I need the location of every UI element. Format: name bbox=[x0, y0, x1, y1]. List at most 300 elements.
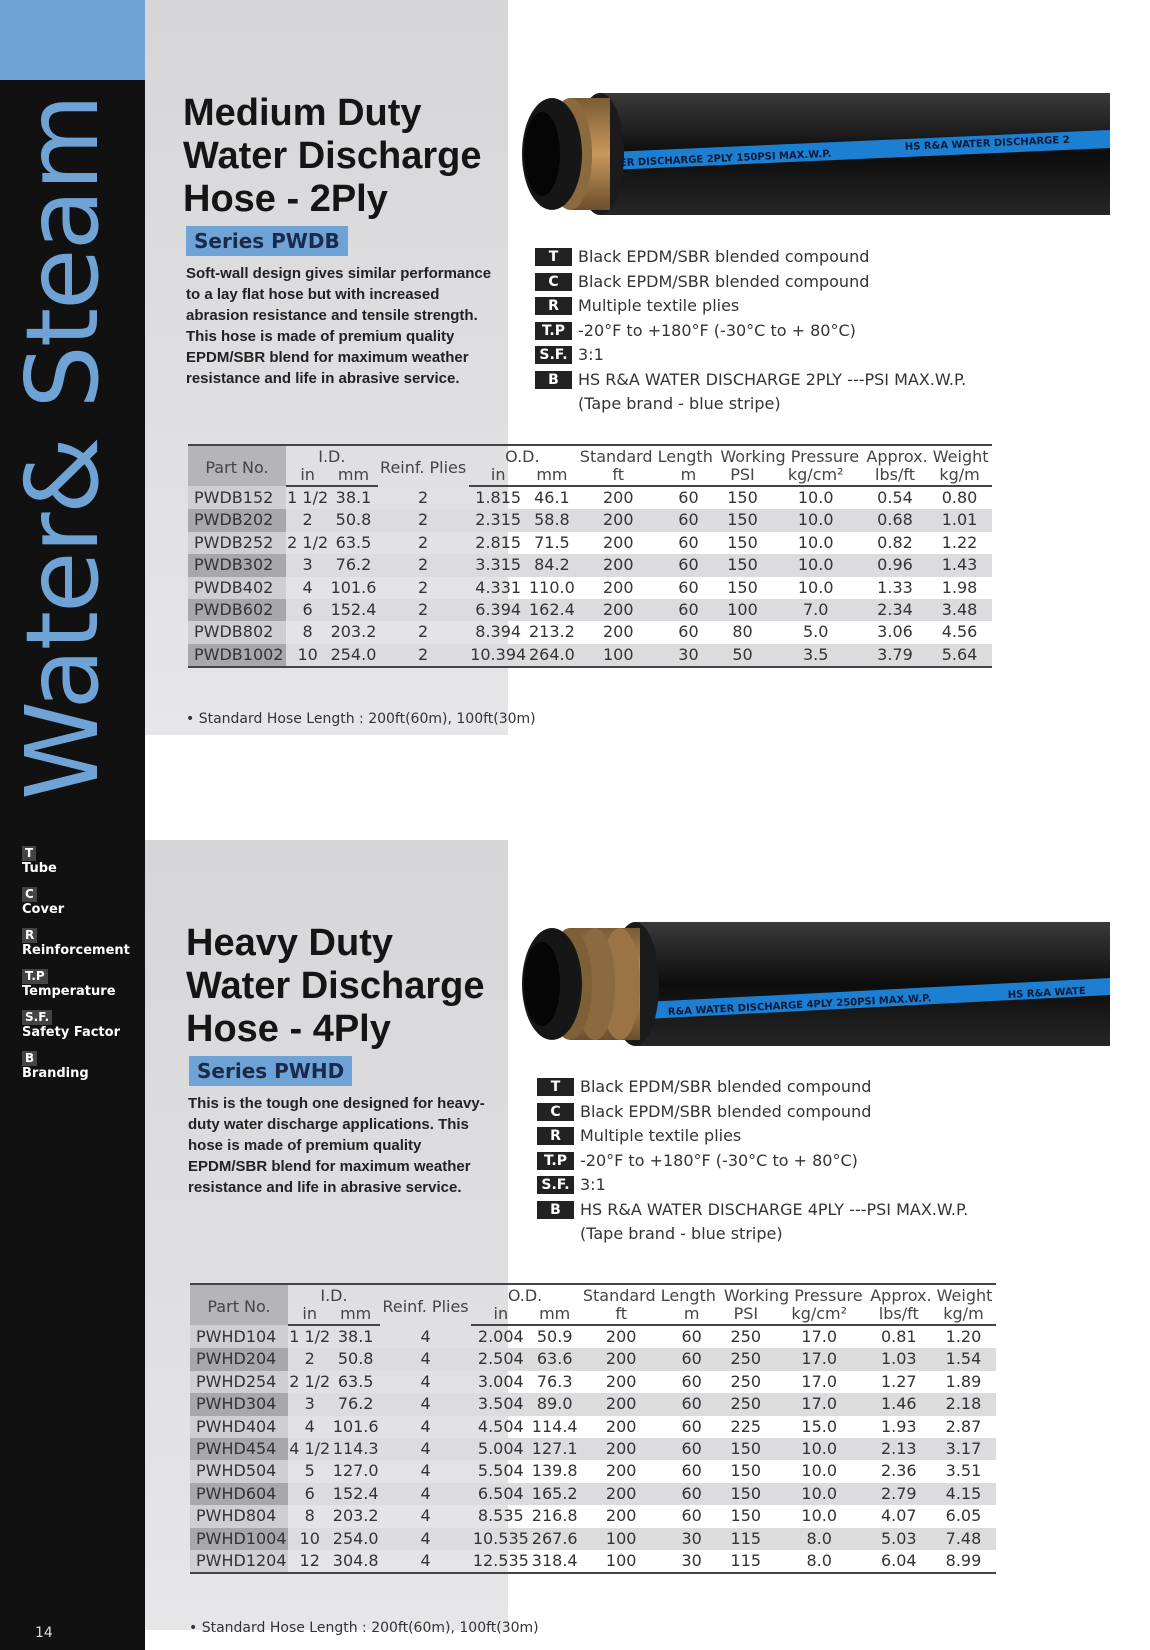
table-cell: 2 bbox=[286, 509, 329, 531]
table-cell: 200 bbox=[602, 577, 634, 597]
table-cell: 4 bbox=[380, 1550, 471, 1573]
table-cell: 10 bbox=[288, 1528, 331, 1550]
product-title-line: Medium Duty bbox=[183, 92, 422, 134]
part-number-cell: PWDB152 bbox=[188, 486, 286, 509]
table-cell: 4.504 bbox=[477, 1416, 524, 1436]
table-cell: 76.3 bbox=[536, 1371, 573, 1391]
table-cell: 2 1/2 bbox=[289, 1371, 331, 1391]
unit-header: m bbox=[660, 465, 716, 486]
spec-text: Black EPDM/SBR blended compound bbox=[580, 1077, 872, 1096]
legend-code: T bbox=[22, 846, 36, 861]
table-cell: 4 bbox=[302, 577, 313, 597]
hose-2ply-image bbox=[520, 90, 1110, 220]
table-row bbox=[188, 621, 992, 643]
legend-label: Tube bbox=[22, 861, 57, 876]
table-cell: 150 bbox=[727, 488, 758, 507]
spec-code: T.P bbox=[537, 1152, 574, 1170]
spec-subtext: (Tape brand - blue stripe) bbox=[580, 1224, 783, 1243]
table-cell: 200 bbox=[605, 1327, 637, 1346]
header-weight: Approx. Weight bbox=[867, 1284, 996, 1304]
table-cell: 1.815 bbox=[475, 488, 522, 507]
table-cell: 165.2 bbox=[530, 1483, 579, 1505]
spec-text: -20°F to +180°F (-30°C to + 80°C) bbox=[580, 1150, 858, 1170]
spec-row bbox=[537, 1173, 968, 1198]
table-cell: 60 bbox=[678, 488, 699, 507]
spec-row bbox=[537, 1198, 968, 1223]
table-cell: 150 bbox=[717, 509, 769, 531]
table-cell: 63.6 bbox=[530, 1348, 579, 1370]
unit-header: mm bbox=[329, 465, 377, 486]
table-cell: 4 bbox=[380, 1393, 471, 1415]
spec-text: HS R&A WATER DISCHARGE 2PLY ---PSI MAX.W.P. bbox=[578, 369, 967, 389]
table-cell: 0.81 bbox=[880, 1327, 917, 1346]
table-cell: 1.27 bbox=[880, 1371, 917, 1391]
table-cell: 10.535 bbox=[471, 1528, 530, 1550]
table-cell: 225 bbox=[730, 1416, 762, 1436]
table-row bbox=[190, 1348, 996, 1370]
table-cell: 10.394 bbox=[469, 644, 528, 667]
table-row bbox=[190, 1528, 996, 1550]
table-cell: 101.6 bbox=[332, 1416, 379, 1436]
table-row bbox=[190, 1438, 996, 1460]
legend-code: R bbox=[22, 928, 37, 943]
header-id: I.D. bbox=[288, 1284, 380, 1304]
table-cell: 10.0 bbox=[797, 532, 834, 552]
product-title-line: Hose - 4Ply bbox=[186, 1008, 391, 1050]
spec-text: Black EPDM/SBR blended compound bbox=[578, 271, 870, 291]
part-number-cell: PWHD104 bbox=[190, 1325, 288, 1348]
product-title-line: Water Discharge bbox=[186, 965, 485, 1007]
table-cell: 200 bbox=[605, 1371, 637, 1391]
unit-header: lbs/ft bbox=[867, 1304, 931, 1325]
legend-label: Cover bbox=[22, 902, 65, 917]
table-cell: 2.34 bbox=[863, 599, 927, 621]
table-row bbox=[190, 1483, 996, 1505]
table-cell: 8.99 bbox=[931, 1550, 996, 1573]
spec-code: B bbox=[535, 371, 572, 389]
table-cell: 4 bbox=[420, 1506, 431, 1526]
table-cell: 203.2 bbox=[332, 1506, 379, 1526]
table-cell: 4 bbox=[380, 1438, 471, 1460]
table-cell: 4.15 bbox=[931, 1483, 996, 1505]
table-group-header bbox=[190, 1284, 996, 1304]
legend-item bbox=[22, 883, 142, 918]
product-title-line: Water Discharge bbox=[183, 135, 482, 177]
spec-code: B bbox=[537, 1201, 574, 1219]
part-number-cell: PWDB252 bbox=[188, 532, 286, 554]
part-number-cell: PWDB602 bbox=[188, 599, 286, 621]
table-cell: 1.46 bbox=[867, 1393, 931, 1415]
table-cell: 2.36 bbox=[880, 1461, 917, 1481]
hose-brand-text: HS R&A WATER DISCHARGE 2 bbox=[904, 134, 1070, 153]
table-cell: 150 bbox=[730, 1461, 762, 1481]
table-cell: 1.03 bbox=[867, 1348, 931, 1370]
table-cell: 200 bbox=[579, 1393, 664, 1415]
table-cell: 8.394 bbox=[475, 622, 522, 642]
table-cell: 7.0 bbox=[768, 599, 863, 621]
spec-code: R bbox=[537, 1127, 574, 1145]
table-cell: 6 bbox=[288, 1483, 331, 1505]
sidebar-category-title: Water& Steam bbox=[4, 95, 121, 800]
table-cell: 0.80 bbox=[941, 488, 978, 507]
legend-item bbox=[22, 1047, 142, 1082]
table-cell: 3 bbox=[286, 554, 329, 576]
spec-code: C bbox=[537, 1103, 574, 1121]
legend-item bbox=[22, 1006, 142, 1041]
table-cell: 84.2 bbox=[528, 554, 576, 576]
table-cell: 139.8 bbox=[531, 1461, 578, 1481]
table-cell: 152.4 bbox=[329, 599, 377, 621]
table-cell: 5.0 bbox=[802, 622, 829, 642]
part-number-cell: PWDB402 bbox=[188, 577, 286, 599]
spec-row bbox=[535, 294, 966, 319]
table-cell: 264.0 bbox=[528, 644, 576, 667]
table-cell: 6.504 bbox=[471, 1483, 530, 1505]
table-cell: 60 bbox=[663, 1348, 719, 1370]
table-cell: 2.87 bbox=[945, 1416, 982, 1436]
spec-row bbox=[535, 270, 966, 295]
table-cell: 267.6 bbox=[530, 1528, 579, 1550]
page-number: 14 bbox=[35, 1625, 53, 1641]
table-cell: 200 bbox=[579, 1483, 664, 1505]
table-unit-header bbox=[188, 465, 992, 486]
table-cell: 38.1 bbox=[335, 488, 372, 507]
table-cell: 38.1 bbox=[337, 1327, 374, 1346]
table-cell: 30 bbox=[660, 644, 716, 667]
table-cell: 10.0 bbox=[801, 1506, 838, 1526]
table-cell: 150 bbox=[727, 532, 758, 552]
table-cell: 10.0 bbox=[801, 1461, 838, 1481]
table-cell: 4.56 bbox=[941, 622, 978, 642]
table-cell: 8 bbox=[304, 1506, 315, 1526]
unit-header: mm bbox=[530, 1304, 579, 1325]
table-cell: 30 bbox=[663, 1550, 719, 1573]
table-cell: 2 bbox=[378, 644, 469, 667]
table-cell: 76.2 bbox=[329, 554, 377, 576]
product-title-line: Hose - 2Ply bbox=[183, 178, 388, 220]
table-cell: 60 bbox=[663, 1483, 719, 1505]
unit-header: lbs/ft bbox=[863, 465, 927, 486]
table-cell: 250 bbox=[730, 1371, 762, 1391]
part-number-cell: PWDB202 bbox=[188, 509, 286, 531]
table-cell: 3 bbox=[288, 1393, 331, 1415]
table-cell: 150 bbox=[720, 1438, 772, 1460]
table-cell: 127.0 bbox=[332, 1461, 379, 1481]
table-cell: 12 bbox=[288, 1550, 331, 1573]
hose-brand-text: ER DISCHARGE 2PLY 150PSI MAX.W.P. bbox=[619, 148, 832, 169]
table-cell: 1.98 bbox=[941, 577, 978, 597]
table-cell: 60 bbox=[660, 554, 716, 576]
table-cell: 200 bbox=[602, 622, 634, 642]
table-row bbox=[190, 1325, 996, 1348]
unit-header: in bbox=[471, 1304, 530, 1325]
table-cell: 2.504 bbox=[471, 1348, 530, 1370]
part-number-cell: PWDB1002 bbox=[188, 644, 286, 667]
unit-header: mm bbox=[331, 1304, 380, 1325]
table-cell: 50.8 bbox=[329, 509, 377, 531]
part-number-cell: PWHD1204 bbox=[190, 1550, 288, 1573]
legend-code: S.F. bbox=[22, 1010, 52, 1025]
part-number-cell: PWHD604 bbox=[190, 1483, 288, 1505]
part-number-cell: PWHD404 bbox=[190, 1416, 288, 1438]
table-cell: 5.64 bbox=[927, 644, 992, 667]
table-cell: 60 bbox=[681, 1327, 702, 1346]
table-body bbox=[188, 486, 992, 667]
table-cell: 150 bbox=[727, 577, 758, 597]
table-cell: 6.04 bbox=[867, 1550, 931, 1573]
table-cell: 10.0 bbox=[768, 554, 863, 576]
table-cell: 5.504 bbox=[477, 1461, 524, 1481]
table-group-header bbox=[188, 445, 992, 465]
table-cell: 58.8 bbox=[528, 509, 576, 531]
table-row bbox=[190, 1416, 996, 1438]
legend-label: Reinforcement bbox=[22, 943, 130, 958]
product-title bbox=[186, 922, 484, 1051]
legend-code: T.P bbox=[22, 969, 48, 984]
table-body bbox=[190, 1325, 996, 1573]
table-cell: 162.4 bbox=[528, 599, 576, 621]
table-cell: 4 bbox=[304, 1416, 315, 1436]
unit-header: kg/m bbox=[927, 465, 992, 486]
table-cell: 60 bbox=[681, 1506, 702, 1526]
table-unit-header bbox=[190, 1304, 996, 1325]
table-cell: 5 bbox=[304, 1461, 315, 1481]
table-cell: 5.004 bbox=[471, 1438, 530, 1460]
table-cell: 60 bbox=[681, 1416, 702, 1436]
table-cell: 254.0 bbox=[331, 1528, 380, 1550]
unit-header: in bbox=[469, 465, 528, 486]
unit-header: PSI bbox=[717, 465, 769, 486]
table-row bbox=[190, 1393, 996, 1415]
table-cell: 8 bbox=[302, 622, 313, 642]
table-cell: 2.79 bbox=[867, 1483, 931, 1505]
spec-row bbox=[537, 1075, 968, 1100]
spec-row bbox=[535, 368, 966, 393]
unit-header: in bbox=[288, 1304, 331, 1325]
table-cell: 8.535 bbox=[477, 1506, 524, 1526]
table-cell: 2 bbox=[378, 599, 469, 621]
table-cell: 71.5 bbox=[534, 532, 570, 552]
table-cell: 1.54 bbox=[931, 1348, 996, 1370]
table-cell: 8.0 bbox=[772, 1528, 867, 1550]
table-cell: 10 bbox=[286, 644, 329, 667]
table-cell: 4.331 bbox=[475, 577, 522, 597]
table-cell: 15.0 bbox=[801, 1416, 838, 1436]
table-cell: 127.1 bbox=[530, 1438, 579, 1460]
series-badge: Series PWHD bbox=[189, 1056, 352, 1086]
table-cell: 250 bbox=[720, 1393, 772, 1415]
table-cell: 50.9 bbox=[536, 1327, 573, 1346]
table-cell: 0.82 bbox=[877, 532, 913, 552]
table-cell: 2.004 bbox=[477, 1327, 524, 1346]
table-cell: 150 bbox=[720, 1483, 772, 1505]
table-row bbox=[188, 554, 992, 576]
table-cell: 200 bbox=[605, 1416, 637, 1436]
table-cell: 150 bbox=[730, 1506, 762, 1526]
table-cell: 152.4 bbox=[331, 1483, 380, 1505]
spec-list bbox=[537, 1075, 968, 1247]
table-cell: 250 bbox=[720, 1348, 772, 1370]
spec-text: 3:1 bbox=[580, 1175, 606, 1194]
table-cell: 17.0 bbox=[772, 1348, 867, 1370]
part-number-cell: PWHD254 bbox=[190, 1371, 288, 1393]
header-od: O.D. bbox=[471, 1284, 579, 1304]
table-cell: 63.5 bbox=[335, 532, 372, 552]
table-cell: 60 bbox=[678, 577, 699, 597]
table-cell: 60 bbox=[660, 509, 716, 531]
table-row bbox=[190, 1460, 996, 1482]
table-cell: 1.93 bbox=[880, 1416, 917, 1436]
table-cell: 60 bbox=[678, 622, 699, 642]
header-plies: Reinf. Plies bbox=[380, 1284, 471, 1325]
table-cell: 2 bbox=[418, 577, 429, 597]
unit-header: kg/cm² bbox=[772, 1304, 867, 1325]
series-badge: Series PWDB bbox=[186, 226, 348, 256]
table-cell: 4 bbox=[380, 1348, 471, 1370]
table-cell: 80 bbox=[732, 622, 753, 642]
legend-label: Safety Factor bbox=[22, 1025, 120, 1040]
table-cell: 200 bbox=[602, 532, 634, 552]
spec-row bbox=[535, 319, 966, 344]
table-row bbox=[188, 486, 992, 509]
spec-row bbox=[537, 1149, 968, 1174]
standard-length-note: • Standard Hose Length : 200ft(60m), 100ft(30m) bbox=[189, 1620, 539, 1636]
table-cell: 0.68 bbox=[863, 509, 927, 531]
table-cell: 304.8 bbox=[331, 1550, 380, 1573]
legend-code: B bbox=[22, 1051, 37, 1066]
hose-brand-text: R&A WATER DISCHARGE 4PLY 250PSI MAX.W.P. bbox=[667, 993, 932, 1018]
table-cell: 150 bbox=[717, 554, 769, 576]
part-number-cell: PWHD504 bbox=[190, 1460, 288, 1482]
table-row bbox=[188, 509, 992, 531]
table-cell: 200 bbox=[602, 488, 634, 507]
table-cell: 60 bbox=[678, 532, 699, 552]
table-cell: 200 bbox=[605, 1506, 637, 1526]
part-number-cell: PWHD1004 bbox=[190, 1528, 288, 1550]
table-cell: 101.6 bbox=[330, 577, 377, 597]
spec-subtext: (Tape brand - blue stripe) bbox=[578, 394, 781, 413]
table-cell: 63.5 bbox=[337, 1371, 374, 1391]
table-cell: 60 bbox=[681, 1371, 702, 1391]
product-title bbox=[183, 92, 481, 221]
table-cell: 17.0 bbox=[801, 1327, 838, 1346]
table-cell: 4 bbox=[380, 1528, 471, 1550]
table-cell: 2.315 bbox=[469, 509, 528, 531]
table-cell: 1.89 bbox=[945, 1371, 982, 1391]
table-cell: 12.535 bbox=[471, 1550, 530, 1573]
table-cell: 1.43 bbox=[927, 554, 992, 576]
table-cell: 3.51 bbox=[945, 1461, 982, 1481]
table-cell: 254.0 bbox=[329, 644, 377, 667]
table-cell: 6 bbox=[286, 599, 329, 621]
unit-header: in bbox=[286, 465, 329, 486]
table-cell: 318.4 bbox=[530, 1550, 579, 1573]
spec-code: S.F. bbox=[535, 346, 572, 364]
spec-code: T bbox=[535, 248, 572, 266]
header-pressure: Working Pressure bbox=[717, 445, 863, 465]
table-cell: 4 bbox=[380, 1483, 471, 1505]
table-cell: 60 bbox=[660, 599, 716, 621]
table-cell: 60 bbox=[663, 1438, 719, 1460]
header-part-no: Part No. bbox=[188, 445, 286, 486]
table-cell: 200 bbox=[579, 1348, 664, 1370]
table-cell: 4 bbox=[420, 1416, 431, 1436]
table-cell: 3.504 bbox=[471, 1393, 530, 1415]
table-row bbox=[190, 1371, 996, 1393]
table-cell: 2 bbox=[378, 554, 469, 576]
product-description: Soft-wall design gives similar performance to a lay flat hose but with increased abrasion resistance and tensile strength. This hose is made of premium quality EPDM/SBR blend for maximum weather resistance and life in abrasive service. bbox=[186, 265, 492, 387]
table-cell: 213.2 bbox=[529, 622, 575, 642]
part-number-cell: PWDB802 bbox=[188, 621, 286, 643]
legend-item bbox=[22, 965, 142, 1000]
table-cell: 60 bbox=[681, 1461, 702, 1481]
table-cell: 200 bbox=[605, 1461, 637, 1481]
unit-header: mm bbox=[528, 465, 576, 486]
table-cell: 0.96 bbox=[863, 554, 927, 576]
table-cell: 50 bbox=[717, 644, 769, 667]
table-cell: 216.8 bbox=[531, 1506, 578, 1526]
legend-item bbox=[22, 842, 142, 877]
table-cell: 0.54 bbox=[877, 488, 913, 507]
table-cell: 2 bbox=[288, 1348, 331, 1370]
table-cell: 76.2 bbox=[331, 1393, 380, 1415]
unit-header: kg/cm² bbox=[768, 465, 863, 486]
hose-brand-text: HS R&A WATE bbox=[1007, 985, 1086, 1001]
table-cell: 1.20 bbox=[945, 1327, 982, 1346]
table-cell: 46.1 bbox=[534, 488, 570, 507]
table-cell: 200 bbox=[579, 1438, 664, 1460]
legend-item bbox=[22, 924, 142, 959]
header-weight: Approx. Weight bbox=[863, 445, 992, 465]
table-cell: 2 bbox=[418, 622, 429, 642]
table-cell: 200 bbox=[576, 554, 660, 576]
table-row bbox=[190, 1505, 996, 1527]
table-cell: 5.03 bbox=[867, 1528, 931, 1550]
header-length: Standard Length bbox=[576, 445, 716, 465]
table-cell: 10.0 bbox=[772, 1483, 867, 1505]
part-number-cell: PWDB302 bbox=[188, 554, 286, 576]
spec-list bbox=[535, 245, 966, 417]
spec-code: T.P bbox=[535, 322, 572, 340]
table-cell: 2.18 bbox=[931, 1393, 996, 1415]
table-cell: 3.06 bbox=[877, 622, 913, 642]
table-cell: 7.48 bbox=[931, 1528, 996, 1550]
table-cell: 3.79 bbox=[863, 644, 927, 667]
table-cell: 1.33 bbox=[877, 577, 913, 597]
table-cell: 1 1/2 bbox=[287, 488, 329, 507]
legend-code: C bbox=[22, 887, 37, 902]
table-cell: 2 1/2 bbox=[287, 532, 329, 552]
table-cell: 89.0 bbox=[530, 1393, 579, 1415]
table-cell: 200 bbox=[576, 599, 660, 621]
table-cell: 17.0 bbox=[772, 1393, 867, 1415]
table-cell: 3.5 bbox=[768, 644, 863, 667]
part-number-cell: PWHD304 bbox=[190, 1393, 288, 1415]
table-cell: 8.0 bbox=[772, 1550, 867, 1573]
product-description: This is the tough one designed for heavy-duty water discharge applications. This hose is made of premium quality EPDM/SBR blend for maximum weather resistance and life in abrasive service. bbox=[188, 1095, 485, 1196]
standard-length-note: • Standard Hose Length : 200ft(60m), 100ft(30m) bbox=[186, 711, 536, 727]
table-cell: 10.0 bbox=[797, 577, 834, 597]
table-cell: 100 bbox=[576, 644, 660, 667]
spec-text: 3:1 bbox=[578, 345, 604, 364]
table-row bbox=[188, 599, 992, 621]
spec-row bbox=[537, 1100, 968, 1125]
table-cell: 2 bbox=[378, 509, 469, 531]
table-cell: 50.8 bbox=[331, 1348, 380, 1370]
spec-text: HS R&A WATER DISCHARGE 4PLY ---PSI MAX.W.P. bbox=[580, 1199, 969, 1219]
header-part-no: Part No. bbox=[190, 1284, 288, 1325]
table-cell: 114.3 bbox=[331, 1438, 380, 1460]
